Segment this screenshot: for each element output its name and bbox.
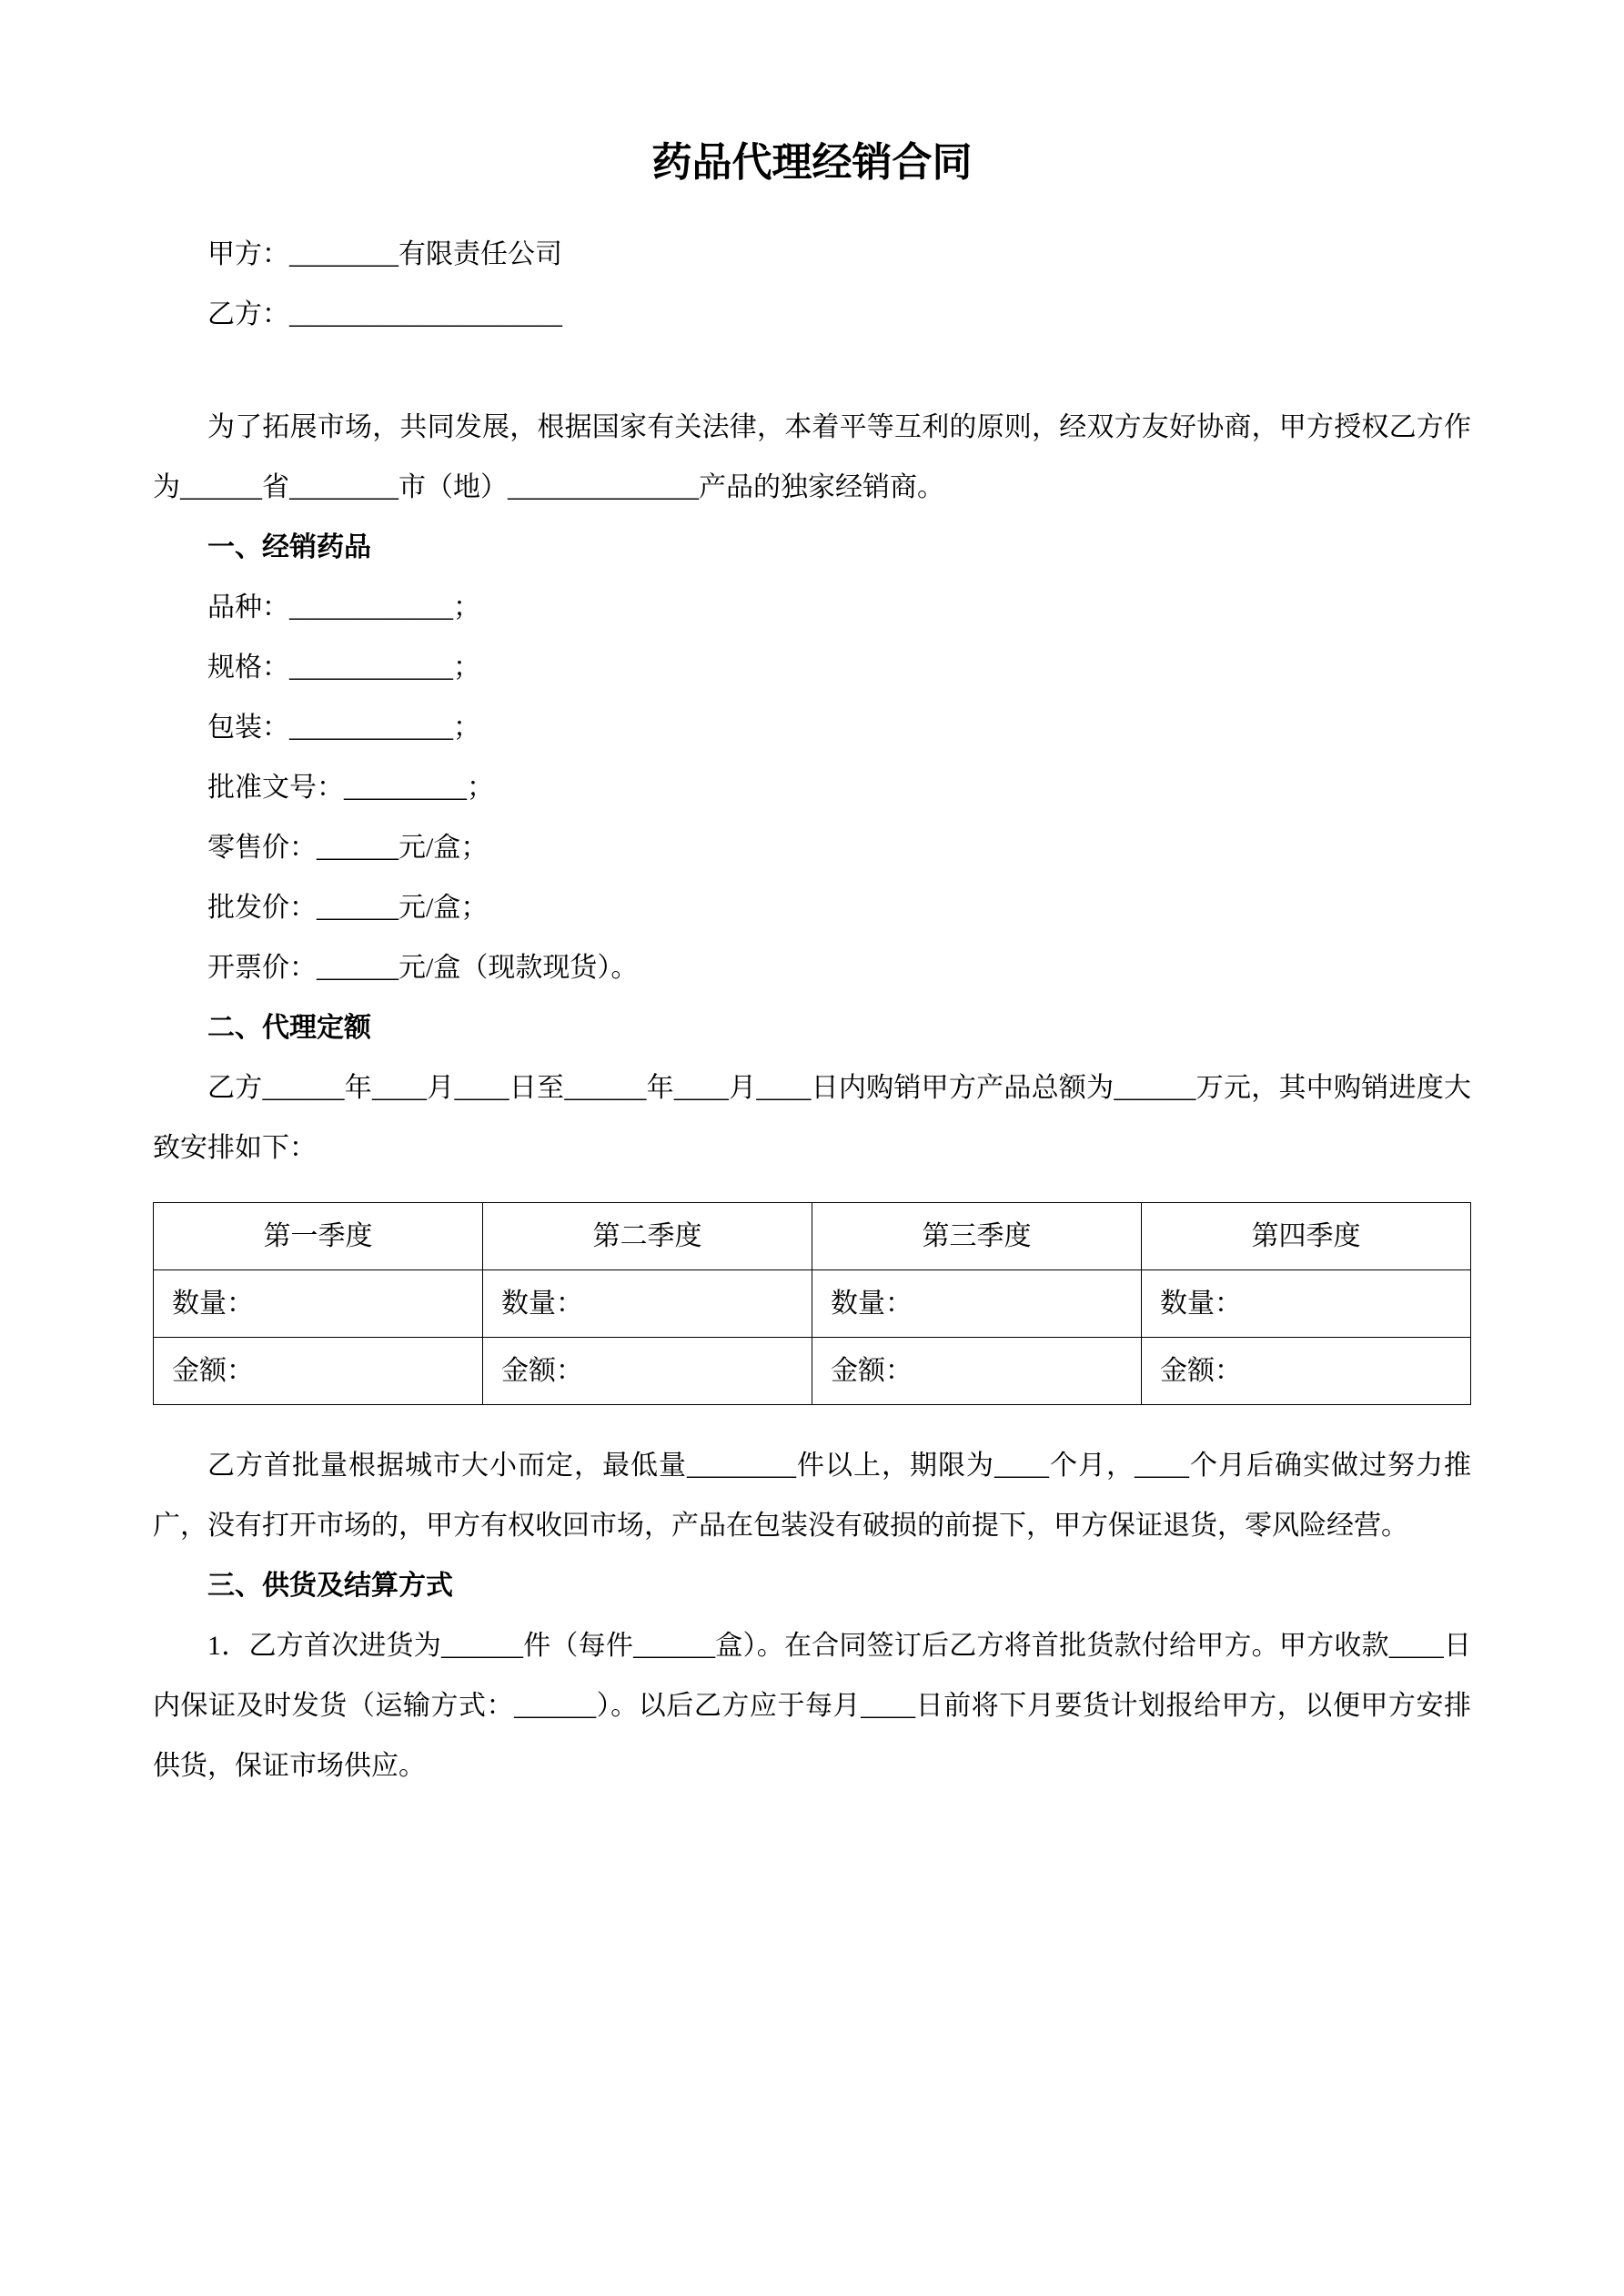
- quantity-cell-q2: 数量：: [483, 1270, 812, 1338]
- drug-item-wholesale-price: 批发价：______元/盒；: [207, 893, 489, 924]
- quantity-cell-q1: 数量：: [154, 1270, 483, 1338]
- party-b-line: 乙方：____________________: [207, 299, 562, 330]
- supply-settlement-paragraph: 1．乙方首次进货为______件（每件______盒）。在合同签订后乙方将首批货款付给甲方。甲方收款____日内保证及时发货（运输方式：______）。以后乙方应于每月____日前将下月要货计划报给甲方，以便甲方安排供货，保证市场供应。: [153, 1631, 1471, 1782]
- section-2-heading: 二、代理定额: [207, 1013, 371, 1044]
- drug-item-variety: 品种：____________；: [207, 592, 480, 623]
- quarter-1-header: 第一季度: [154, 1203, 483, 1270]
- quantity-row: [154, 1270, 1471, 1338]
- quarter-4-header: 第四季度: [1142, 1203, 1471, 1270]
- amount-cell-q3: 金额：: [812, 1338, 1142, 1405]
- quota-table-header-row: [154, 1203, 1471, 1270]
- amount-cell-q2: 金额：: [483, 1338, 812, 1405]
- drug-item-spec: 规格：____________；: [207, 652, 480, 683]
- amount-cell-q4: 金额：: [1142, 1338, 1471, 1405]
- quantity-cell-q4: 数量：: [1142, 1270, 1471, 1338]
- section-3-heading: 三、供货及结算方式: [207, 1571, 453, 1602]
- document-title: 药品代理经销合同: [651, 140, 973, 185]
- quarter-2-header: 第二季度: [483, 1203, 812, 1270]
- amount-cell-q1: 金额：: [154, 1338, 483, 1405]
- section-1-heading: 一、经销药品: [207, 532, 371, 563]
- party-a-line: 甲方：________有限责任公司: [207, 239, 562, 270]
- quarter-3-header: 第三季度: [812, 1203, 1142, 1270]
- quota-paragraph: 乙方______年____月____日至______年____月____日内购销甲方产品总额为______万元，其中购销进度大致安排如下：: [153, 1073, 1471, 1164]
- drug-item-invoice-price: 开票价：______元/盒（现款现货）。: [207, 953, 639, 984]
- intro-paragraph: 为了拓展市场，共同发展，根据国家有关法律，本着平等互利的原则，经双方友好协商，甲方授权乙方作为______省________市（地）______________产品的独家经销商。: [153, 412, 1471, 503]
- amount-row: [154, 1338, 1471, 1405]
- drug-item-approval-number: 批准文号：_________；: [207, 773, 494, 804]
- drug-item-packaging: 包装：____________；: [207, 713, 480, 743]
- first-batch-paragraph: 乙方首批量根据城市大小而定，最低量________件以上，期限为____个月，____个月后确实做过努力推广，没有打开市场的，甲方有权收回市场，产品在包装没有破损的前提下，甲方保证退货，零风险经营。: [153, 1451, 1471, 1542]
- quantity-cell-q3: 数量：: [812, 1270, 1142, 1338]
- quota-table: [153, 1202, 1471, 1405]
- drug-item-retail-price: 零售价：______元/盒；: [207, 833, 489, 864]
